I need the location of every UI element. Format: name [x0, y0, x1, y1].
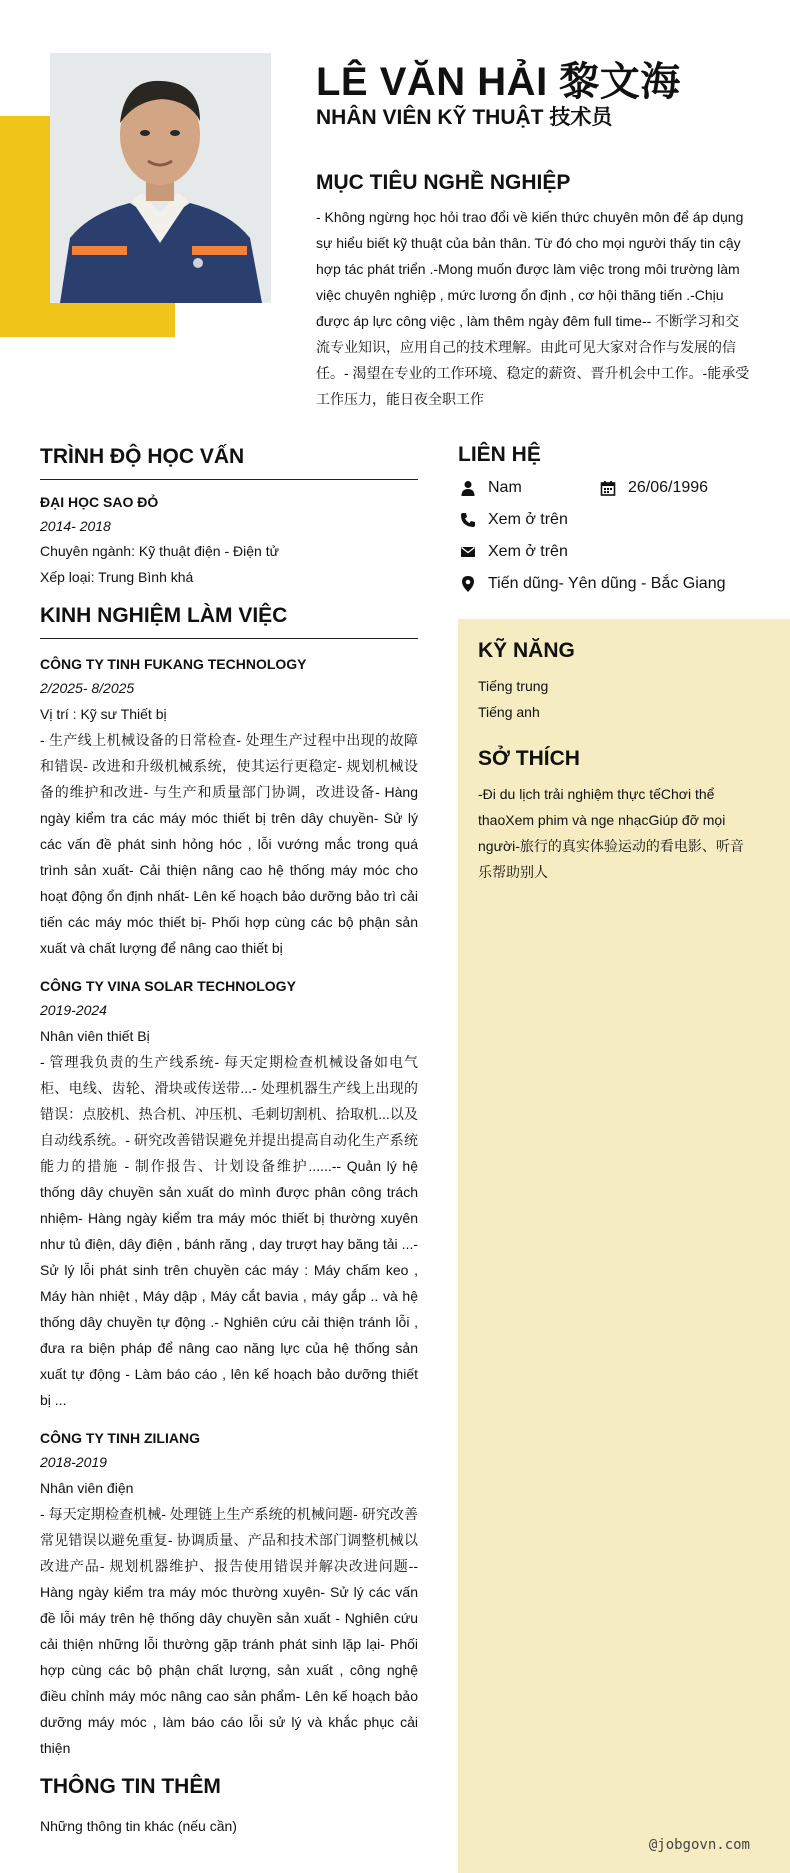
- education-heading: TRÌNH ĐỘ HỌC VẤN: [40, 445, 418, 480]
- contact-address-value: Tiến dũng- Yên dũng - Bắc Giang: [488, 575, 726, 592]
- job-date: 2/2025- 8/2025: [40, 680, 135, 696]
- objective-heading: MỤC TIÊU NGHỀ NGHIỆP: [316, 171, 571, 194]
- contact-gender-value: Nam: [488, 479, 522, 496]
- job-date: 2018-2019: [40, 1454, 107, 1470]
- hobbies-text: -Đi du lịch trải nghiệm thực tếChơi thể thaoXem phim và nge nhạcGiúp đỡ mọi người-旅行的真实体验运动的看电影、听音乐帮助别人: [478, 786, 744, 880]
- contact-address: [458, 571, 726, 597]
- job-entry: [40, 653, 418, 961]
- job-description: - 生产线上机械设备的日常检查- 处理生产过程中出现的故障和错误- 改进和升级机械系统，使其运行更稳定- 规划机械设备的维护和改进- 与生产和质量部门协调，改进设备- Hàng ngày kiểm tra các máy móc thiết bị trên dây chuyền- Sử lý các vấn đề phát sinh hỏng hóc , lỗi vướng mắc trong quá trình sản xuất- Cải thiện nâng cao hệ thống máy móc cho hoạt động ổn định nhất- Lên kế hoạch bảo dưỡng bảo trì cải tiến các máy móc thiết bị- Phối hợp cùng các bộ phận sản xuất và chất lượng để nâng cao thiết bị: [40, 732, 418, 956]
- skills-heading: KỸ NĂNG: [478, 639, 575, 662]
- contact-heading: LIÊN HỆ: [458, 443, 541, 466]
- job-company: CÔNG TY TINH FUKANG TECHNOLOGY: [40, 656, 307, 672]
- candidate-name: LÊ VĂN HẢI 黎文海: [316, 60, 681, 104]
- job-company: CÔNG TY TINH ZILIANG: [40, 1430, 200, 1446]
- contact-birthday-value: 26/06/1996: [628, 479, 709, 496]
- job-entry: [40, 1427, 418, 1761]
- side-panel-content: [478, 639, 748, 885]
- education-grade: Xếp loại: Trung Bình khá: [40, 569, 194, 585]
- location-pin-icon: [458, 574, 478, 594]
- skill-item: Tiếng trung: [478, 678, 549, 694]
- contact-email-value: Xem ở trên: [488, 543, 568, 560]
- job-position: Nhân viên điện: [40, 1480, 134, 1496]
- experience-heading: KINH NGHIỆM LÀM VIỆC: [40, 604, 418, 639]
- job-date: 2019-2024: [40, 1002, 107, 1018]
- profile-photo: [50, 53, 271, 303]
- job-entry: [40, 975, 418, 1413]
- avatar: [50, 53, 271, 303]
- contact-gender: [458, 475, 522, 501]
- hobbies-heading: SỞ THÍCH: [478, 747, 580, 770]
- extra-info-heading: THÔNG TIN THÊM: [40, 1775, 221, 1798]
- skill-item: Tiếng anh: [478, 704, 540, 720]
- envelope-icon: [458, 542, 478, 562]
- education-school: ĐẠI HỌC SAO ĐỎ: [40, 494, 159, 510]
- job-description: - 管理我负责的生产线系统- 每天定期检查机械设备如电气柜、电线、齿轮、滑块或传送带...- 处理机器生产线上出现的错误：点胶机、热合机、冲压机、毛刺切割机、拾取机...以及自动线系统。- 研究改善错误避免并提出提高自动化生产系统能力的措施 - 制作报告、计划设备维护......-- Quản lý hệ thống dây chuyền sản xuất do mình được phân công trách nhiệm- Hàng ngày kiểm tra máy móc thiết bị thường xuyên như tủ điện, dây điện , bánh răng , day trượt hay băng tải ...- Sử lý lỗi phát sinh trên chuyền các máy : Máy chấm keo , Máy hàn nhiệt , Máy dập , Máy cắt bavia , máy gắp .. và hệ thống dây chuyền tự động .- Nghiên cứu cải thiện tránh lỗi , đưa ra biện pháp để nâng cao năng lực của hệ thống sản xuất tự động - Làm báo cáo , lên kế hoạch bảo dưỡng thiết bị ...: [40, 1054, 418, 1408]
- objective-text: - Không ngừng học hỏi trao đổi về kiến thức chuyên môn để áp dụng sự hiểu biết kỹ thuật của bản thân. Từ đó cho mọi người thấy tin cậy hợp tác phát triển .-Mong muốn được làm việc trong môi trường làm việc chuyên nghiệp , mức lương ổn định , cơ hội thăng tiến .-Chịu được áp lực công việc , làm thêm ngày đêm full time-- 不断学习和交流专业知识，应用自己的技术理解。由此可见大家对合作与发展的信任。- 渴望在专业的工作环境、稳定的薪资、晋升机会中工作。-能承受工作压力，能日夜全职工作: [316, 209, 750, 407]
- education-years: 2014- 2018: [40, 518, 111, 534]
- contact-birthday: [598, 475, 708, 501]
- skills-hobbies-panel: [458, 619, 790, 1873]
- calendar-icon: [598, 478, 618, 498]
- job-position: Nhân viên thiết Bị: [40, 1028, 150, 1044]
- job-company: CÔNG TY VINA SOLAR TECHNOLOGY: [40, 978, 296, 994]
- contact-phone-value: Xem ở trên: [488, 511, 568, 528]
- candidate-job-title: NHÂN VIÊN KỸ THUẬT 技术员: [316, 106, 613, 129]
- phone-icon: [458, 510, 478, 530]
- contact-phone: [458, 507, 568, 533]
- extra-info-text: Những thông tin khác (nếu cần): [40, 1818, 237, 1834]
- watermark: @jobgovn.com: [648, 1837, 750, 1853]
- person-icon: [458, 478, 478, 498]
- contact-email: [458, 539, 568, 565]
- job-position: Vị trí : Kỹ sư Thiết bị: [40, 706, 167, 722]
- job-description: - 每天定期检查机械- 处理链上生产系统的机械问题- 研究改善常见错误以避免重复- 协调质量、产品和技术部门调整机械以改进产品- 规划机器维护、报告使用错误并解决改进问题-- Hàng ngày kiểm tra máy móc thường xuyên- Sử lý các vấn đề lỗi máy trên hệ thống dây chuyền sản xuất - Nghiên cứu cải thiện những lỗi thường gặp tránh phát sinh lặp lại- Phối hợp cùng các bộ phận chất lượng, sản xuất , công nghệ điều chỉnh máy móc nâng cao sản phẩm- Lên kế hoạch bảo dưỡng máy móc , làm báo cáo lỗi sử lý và khắc phục cải thiện: [40, 1506, 418, 1756]
- education-major: Chuyên ngành: Kỹ thuật điện - Điện tử: [40, 543, 279, 559]
- left-column: [40, 445, 418, 1839]
